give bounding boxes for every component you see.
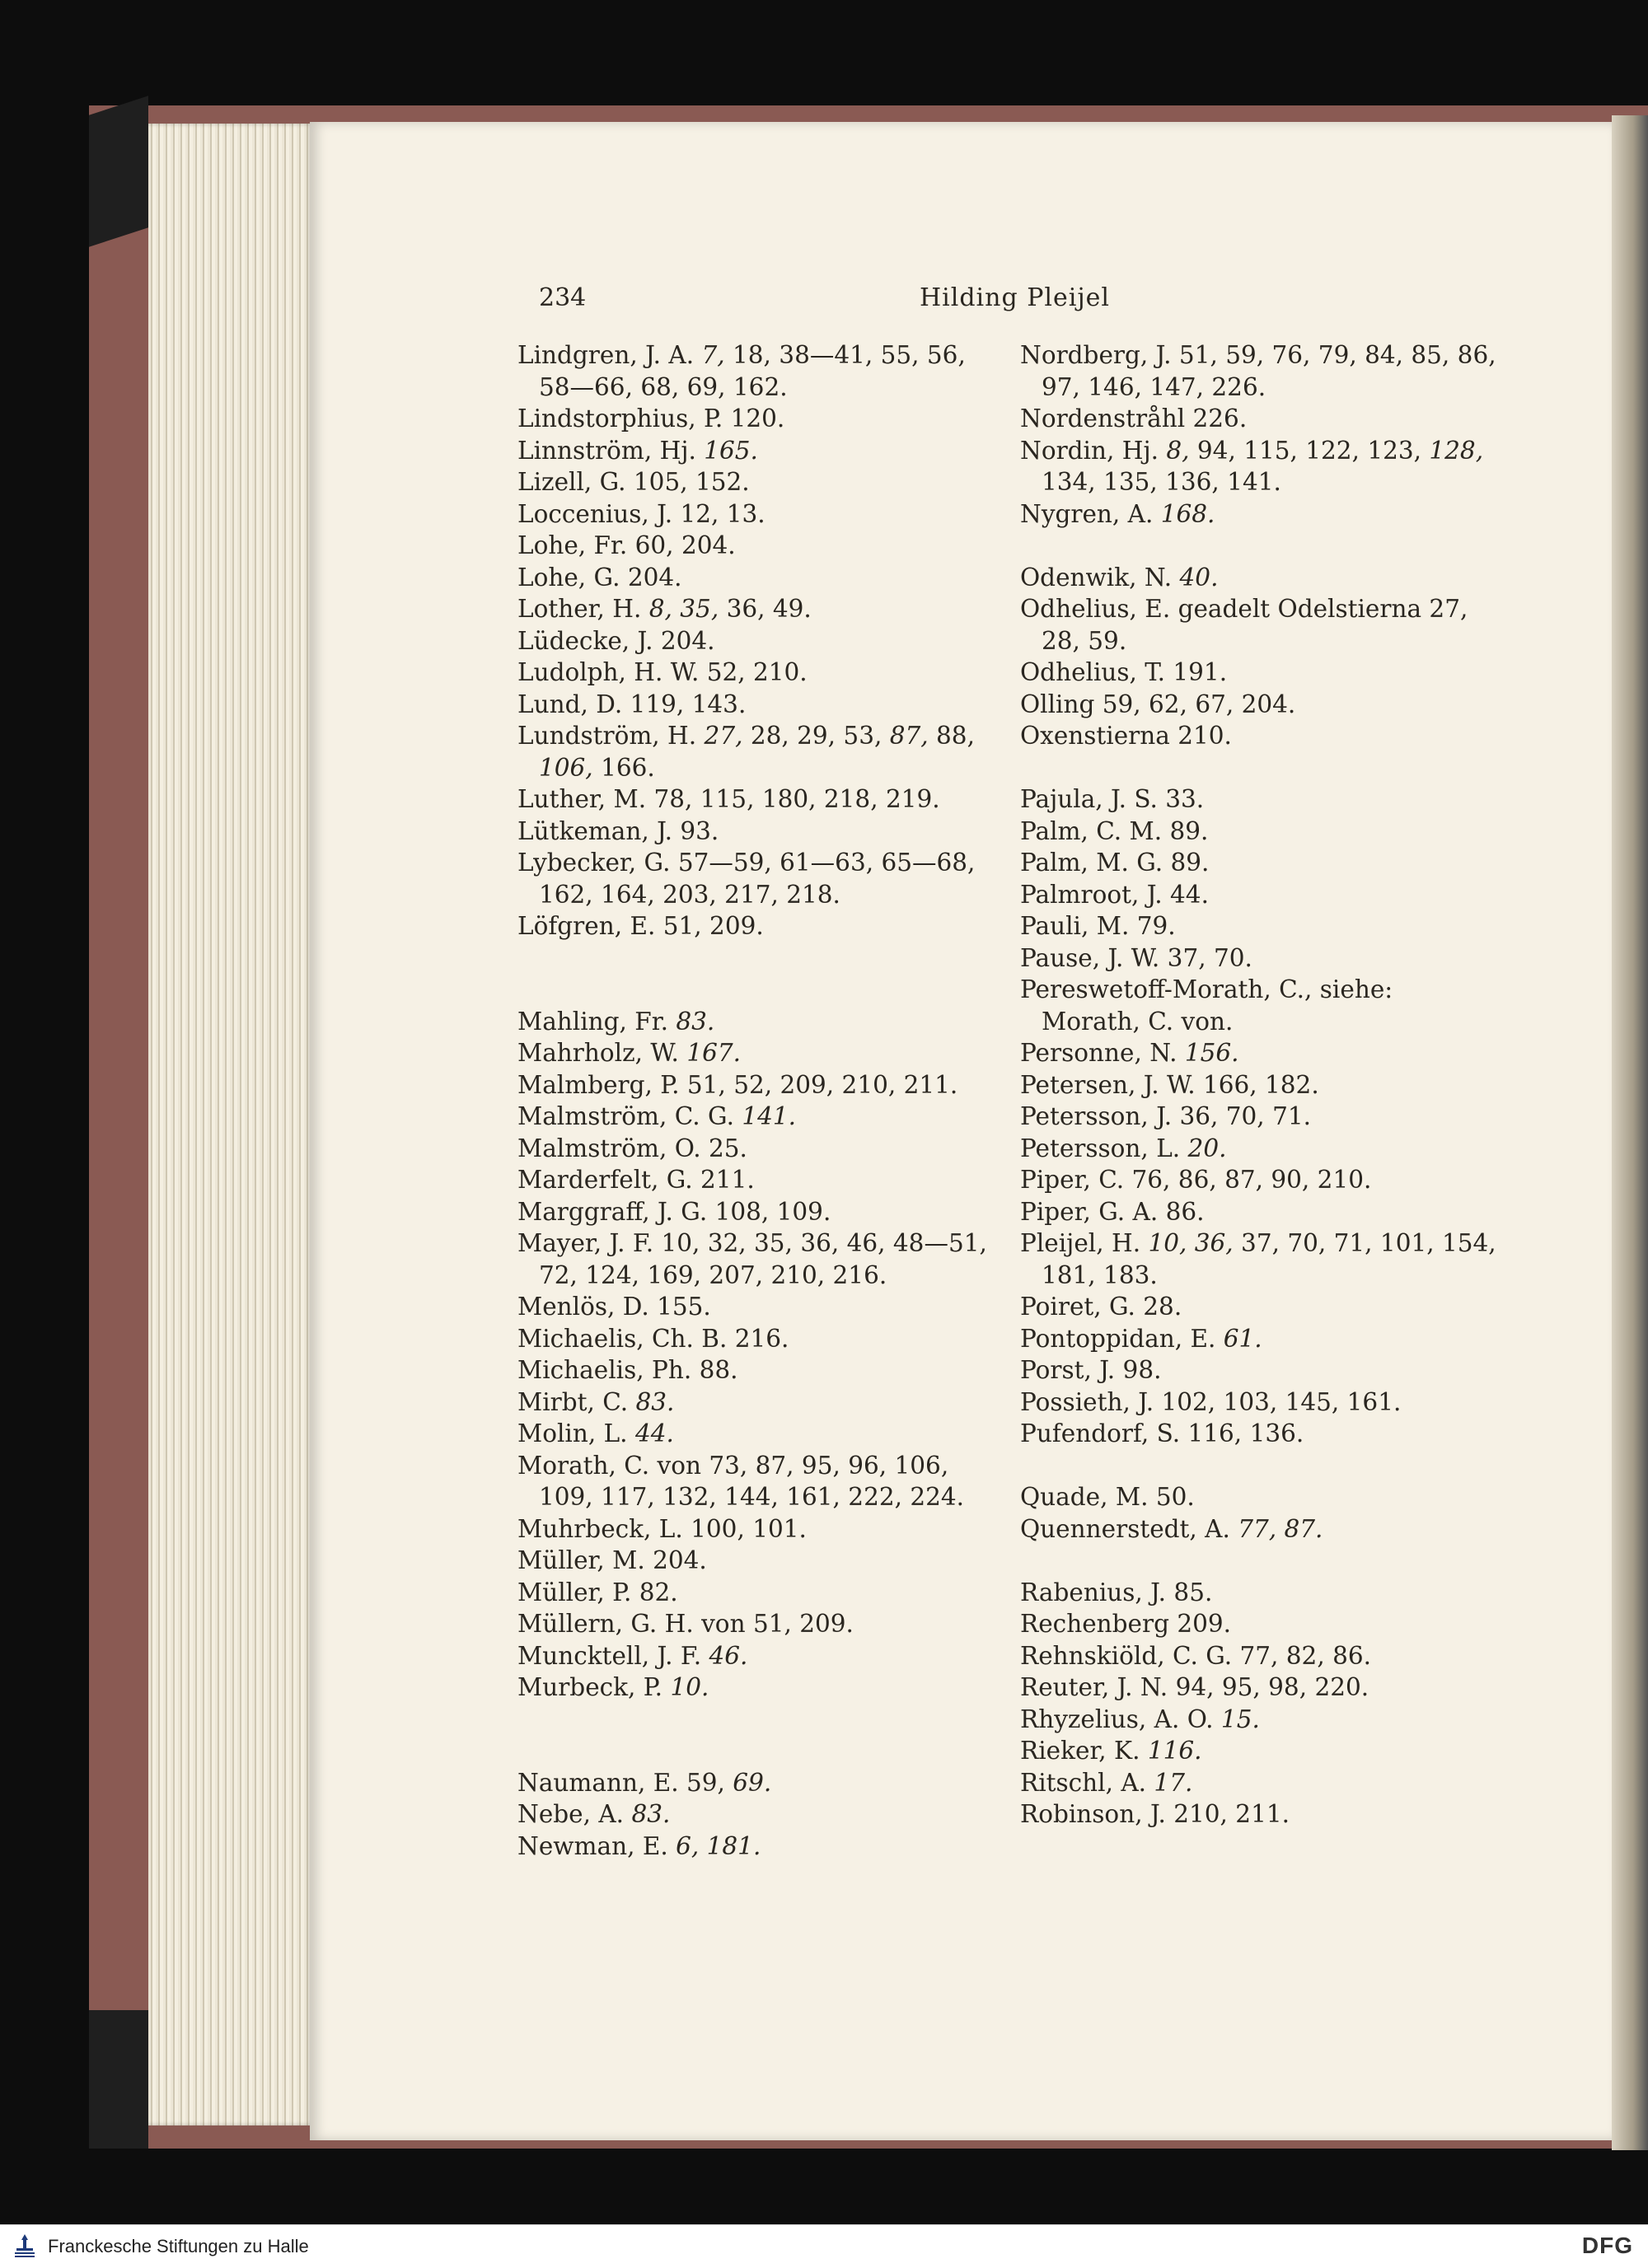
index-entry-text: 46. (709, 1641, 748, 1670)
section-gap (517, 1704, 995, 1767)
index-entry-text: 20. (1187, 1134, 1227, 1162)
index-entry (517, 1069, 995, 1101)
index-entry-text: Lindstorphius, P. 120. (517, 404, 785, 433)
index-entry (517, 1101, 995, 1133)
index-entry (1020, 974, 1498, 1037)
index-entry-text: 27, (704, 722, 743, 750)
index-entry (1020, 689, 1498, 721)
index-entry-text: Palm, M. G. 89. (1020, 849, 1210, 877)
index-entry-text: Quade, M. 50. (1020, 1483, 1195, 1511)
index-entry-text: Müllern, G. H. von 51, 209. (517, 1610, 854, 1638)
index-entry-text: 87, (889, 722, 929, 750)
index-entry-text: Olling 59, 62, 67, 204. (1020, 690, 1296, 718)
index-entry (517, 403, 995, 435)
index-entry (1020, 1228, 1498, 1291)
index-entry (1020, 1387, 1498, 1419)
index-entry (1020, 1037, 1498, 1069)
index-entry-text: Pufendorf, S. 116, 136. (1020, 1419, 1304, 1447)
header-title: Hilding Pleijel (920, 283, 1110, 312)
index-entry-text: 15. (1220, 1705, 1260, 1733)
index-entry (517, 1164, 995, 1196)
index-entry-text: Petersson, L. (1020, 1134, 1188, 1162)
section-gap (1020, 752, 1498, 784)
index-entry-text: Petersen, J. W. 166, 182. (1020, 1070, 1319, 1099)
index-entry (517, 1323, 995, 1355)
index-entry-text: Lohe, G. 204. (517, 563, 682, 592)
index-entry-text: Morath, C. von 73, 87, 95, 96, 106, 109, 117, 132, 144, 161, 222, 224. (517, 1451, 965, 1511)
index-entry (1020, 1577, 1498, 1609)
index-entry (1020, 1291, 1498, 1323)
index-entry (1020, 1798, 1498, 1831)
index-entry-text: Murbeck, P. (517, 1673, 671, 1701)
index-entry-text: Nygren, A. (1020, 499, 1161, 528)
index-entry (1020, 816, 1498, 848)
index-entry-text: 141. (742, 1102, 797, 1130)
index-entry-text: Newman, E. (517, 1831, 677, 1860)
page-gutter (1612, 115, 1648, 2150)
page-block-edge (148, 124, 313, 2125)
index-entry (1020, 1164, 1498, 1196)
index-entry-text: 168. (1160, 499, 1215, 528)
index-entry-text: Lohe, Fr. 60, 204. (517, 531, 736, 559)
index-entry-text: 106, (539, 753, 593, 782)
index-entry-text: Odhelius, E. geadelt Odelstierna 27, 28, 59. (1020, 595, 1468, 655)
index-entry-text: 83. (635, 1387, 675, 1416)
index-entry (517, 910, 995, 942)
index-entry (517, 1608, 995, 1640)
index-entry-text: Molin, L. (517, 1419, 635, 1447)
index-entry-text: Palmroot, J. 44. (1020, 880, 1209, 909)
cover-corner-bottom (89, 2010, 148, 2149)
index-entry (517, 1418, 995, 1450)
index-entry-text: Petersson, J. 36, 70, 71. (1020, 1102, 1311, 1130)
index-entry (1020, 339, 1498, 403)
index-entry (1020, 1323, 1498, 1355)
index-entry-text: Piper, G. A. 86. (1020, 1197, 1205, 1226)
index-entry (517, 466, 995, 498)
index-entry-text: Lindgren, J. A. (517, 341, 702, 369)
section-gap (517, 942, 995, 1006)
index-entry-text: Lund, D. 119, 143. (517, 690, 747, 718)
index-entry-text: Mirbt, C. (517, 1387, 636, 1416)
index-entry (517, 847, 995, 910)
index-entry-text: Ludolph, H. W. 52, 210. (517, 658, 808, 686)
index-entry (1020, 1767, 1498, 1799)
index-entry (517, 1387, 995, 1419)
index-entry (517, 689, 995, 721)
index-entry (517, 1513, 995, 1546)
index-entry-text: Rabenius, J. 85. (1020, 1578, 1213, 1606)
index-entry-text: Lizell, G. 105, 152. (517, 468, 750, 496)
index-entry (517, 1450, 995, 1513)
index-entry (517, 625, 995, 657)
index-entry-text: Poiret, G. 28. (1020, 1293, 1182, 1321)
index-entry-text: 18, 38—41, 55, 56, 58—66, 68, 69, 162. (539, 341, 966, 401)
index-entry-text: Rechenberg 209. (1020, 1610, 1232, 1638)
index-entry (517, 498, 995, 531)
index-entry (517, 1545, 995, 1577)
index-entry-text: 61. (1223, 1324, 1262, 1353)
index-entry-text: 69. (733, 1768, 772, 1797)
index-entry (517, 720, 995, 783)
index-entry (1020, 1640, 1498, 1672)
index-entry-text: 128, (1429, 436, 1484, 465)
index-entry-text: Rieker, K. (1020, 1737, 1148, 1765)
index-entry-text: Lütkeman, J. 93. (517, 816, 719, 845)
index-entry-text: 116. (1147, 1737, 1202, 1765)
index-entry-text: Naumann, E. 59, (517, 1768, 733, 1797)
index-entry-text: Pauli, M. 79. (1020, 912, 1176, 940)
footer-bar (0, 2224, 1648, 2268)
index-entry (517, 1831, 995, 1863)
index-entry (1020, 1704, 1498, 1736)
index-entry-text: 156. (1184, 1039, 1239, 1067)
index-entry-text: Odenwik, N. (1020, 563, 1180, 592)
index-entry-text: Pleijel, H. (1020, 1229, 1149, 1257)
index-entry (1020, 720, 1498, 752)
index-entry-text: Muhrbeck, L. 100, 101. (517, 1514, 807, 1543)
index-entry-text: 88, (928, 722, 975, 750)
index-entry-text: Nebe, A. (517, 1800, 632, 1828)
index-entry-text: Malmström, O. 25. (517, 1134, 747, 1162)
index-entry-text: Michaelis, Ph. 88. (517, 1356, 738, 1384)
index-entry (517, 1291, 995, 1323)
page-number: 234 (539, 283, 587, 312)
index-entry (1020, 593, 1498, 657)
index-entry-text: Lother, H. (517, 595, 649, 623)
index-entry-text: Marderfelt, G. 211. (517, 1166, 755, 1194)
index-entry (1020, 1196, 1498, 1228)
index-entry-text: Luther, M. 78, 115, 180, 218, 219. (517, 785, 940, 813)
index-entry-text: Reuter, J. N. 94, 95, 98, 220. (1020, 1673, 1369, 1701)
index-entry-text: Mayer, J. F. 10, 32, 35, 36, 46, 48—51, 72, 124, 169, 207, 210, 216. (517, 1229, 987, 1289)
index-entry-text: Müller, P. 82. (517, 1578, 678, 1606)
index-entry (1020, 847, 1498, 879)
index-entry-text: 28, 29, 53, (742, 722, 890, 750)
index-entry (1020, 403, 1498, 435)
index-entry-text: Porst, J. 98. (1020, 1356, 1162, 1384)
index-entry (517, 1037, 995, 1069)
index-entry (517, 1228, 995, 1291)
index-entry-text: Piper, C. 76, 86, 87, 90, 210. (1020, 1166, 1372, 1194)
index-entry (1020, 879, 1498, 911)
running-head (539, 283, 1116, 325)
index-entry-text: 36, 49. (719, 595, 812, 623)
index-entry-text: Nordberg, J. 51, 59, 76, 79, 84, 85, 86, 97, 146, 147, 226. (1020, 341, 1496, 401)
index-entry (517, 435, 995, 467)
index-entry-text: Possieth, J. 102, 103, 145, 161. (1020, 1387, 1402, 1416)
index-entry-text: Odhelius, T. 191. (1020, 658, 1228, 686)
index-entry-text: 40. (1179, 563, 1219, 592)
index-entry-text: Pontoppidan, E. (1020, 1324, 1224, 1353)
index-entry-text: 94, 115, 122, 123, (1189, 436, 1430, 465)
index-column-left (517, 339, 995, 1862)
index-entry (517, 1767, 995, 1799)
index-entry-text: Oxenstierna 210. (1020, 722, 1232, 750)
index-entry (517, 1798, 995, 1831)
index-entry (1020, 1133, 1498, 1165)
cover-corner-top (89, 96, 148, 246)
index-entry-text: Menlös, D. 155. (517, 1293, 711, 1321)
index-entry-text: 10. (670, 1673, 709, 1701)
index-entry-text: Quennerstedt, A. (1020, 1514, 1238, 1543)
index-entry (517, 1354, 995, 1387)
index-entry-text: 6, 181. (676, 1831, 761, 1860)
index-entry-text: Lybecker, G. 57—59, 61—63, 65—68, 162, 164, 203, 217, 218. (517, 849, 976, 909)
index-entry (1020, 1672, 1498, 1704)
index-entry (517, 816, 995, 848)
index-entry (517, 1672, 995, 1704)
index-entry (1020, 942, 1498, 975)
institution-logo-icon (10, 2232, 40, 2261)
index-entry (517, 1196, 995, 1228)
index-entry (1020, 498, 1498, 531)
index-entry (1020, 1069, 1498, 1101)
index-entry (517, 593, 995, 625)
index-entry-text: 7, (701, 341, 725, 369)
index-entry-text: Lüdecke, J. 204. (517, 626, 715, 655)
index-entry-text: Pajula, J. S. 33. (1020, 785, 1205, 813)
index-entry-text: Muncktell, J. F. (517, 1641, 709, 1670)
index-entry (517, 562, 995, 594)
index-entry (1020, 1481, 1498, 1513)
section-gap (1020, 1450, 1498, 1482)
index-entry (517, 1006, 995, 1038)
index-entry-text: Marggraff, J. G. 108, 109. (517, 1197, 831, 1226)
index-entry-text: Mahrholz, W. (517, 1039, 687, 1067)
index-entry-text: Löfgren, E. 51, 209. (517, 912, 764, 940)
index-entry (1020, 1735, 1498, 1767)
index-entry (517, 1133, 995, 1165)
index-entry-text: 134, 135, 136, 141. (1042, 468, 1281, 496)
index-entry-text: 8, (1166, 436, 1190, 465)
index-entry (1020, 910, 1498, 942)
index-entry (517, 1577, 995, 1609)
section-gap (1020, 1545, 1498, 1577)
index-entry (1020, 435, 1498, 498)
index-entry-text: Nordenstråhl 226. (1020, 404, 1248, 433)
index-entry (1020, 1513, 1498, 1546)
index-entry (1020, 1101, 1498, 1133)
index-entry-text: Malmström, C. G. (517, 1102, 742, 1130)
index-entry-text: 44. (634, 1419, 674, 1447)
index-entry-text: Rehnskiöld, C. G. 77, 82, 86. (1020, 1641, 1371, 1670)
index-entry (517, 339, 995, 403)
index-entry (1020, 783, 1498, 816)
index-entry-text: Linnström, Hj. (517, 436, 705, 465)
index-entry-text: Malmberg, P. 51, 52, 209, 210, 211. (517, 1070, 958, 1099)
index-entry-text: Loccenius, J. 12, 13. (517, 499, 765, 528)
index-entry-text: Palm, C. M. 89. (1020, 816, 1209, 845)
index-entry-text: 165. (704, 436, 758, 465)
index-entry-text: 8, 35, (648, 595, 719, 623)
index-entry-text: 166. (592, 753, 655, 782)
index-entry-text: Müller, M. 204. (517, 1546, 707, 1574)
index-entry-text: Michaelis, Ch. B. 216. (517, 1324, 789, 1353)
index-entry-text: 167. (686, 1039, 741, 1067)
index-entry (1020, 562, 1498, 594)
index-entry (517, 657, 995, 689)
dfg-logo: DFG (1581, 2233, 1633, 2258)
index-entry-text: Pause, J. W. 37, 70. (1020, 943, 1252, 972)
index-entry-text: 83. (631, 1800, 671, 1828)
index-entry (517, 783, 995, 816)
institution-name: Franckesche Stiftungen zu Halle (48, 2236, 309, 2256)
index-entry-text: 10, 36, (1148, 1229, 1234, 1257)
index-entry (1020, 1354, 1498, 1387)
index-column-right (1020, 339, 1498, 1831)
section-gap (1020, 530, 1498, 562)
index-entry (1020, 1418, 1498, 1450)
index-entry-text: 77, 87. (1238, 1514, 1323, 1543)
index-entry (517, 1640, 995, 1672)
index-entry-text: 37, 70, 71, 101, 154, 181, 183. (1042, 1229, 1496, 1289)
index-entry-text: 17. (1154, 1768, 1193, 1797)
index-entry-text: Rhyzelius, A. O. (1020, 1705, 1221, 1733)
index-entry (517, 530, 995, 562)
index-entry-text: Ritschl, A. (1020, 1768, 1154, 1797)
index-entry-text: Lundström, H. (517, 722, 705, 750)
index-entry-text: Nordin, Hj. (1020, 436, 1167, 465)
index-entry-text: 83. (676, 1007, 715, 1036)
index-entry-text: Mahling, Fr. (517, 1007, 677, 1036)
index-entry (1020, 1608, 1498, 1640)
index-entry-text: Robinson, J. 210, 211. (1020, 1800, 1290, 1828)
index-entry-text: Pereswetoff-Morath, C., siehe: Morath, C. von. (1020, 975, 1393, 1036)
index-entry-text: Personne, N. (1020, 1039, 1185, 1067)
index-entry (1020, 657, 1498, 689)
